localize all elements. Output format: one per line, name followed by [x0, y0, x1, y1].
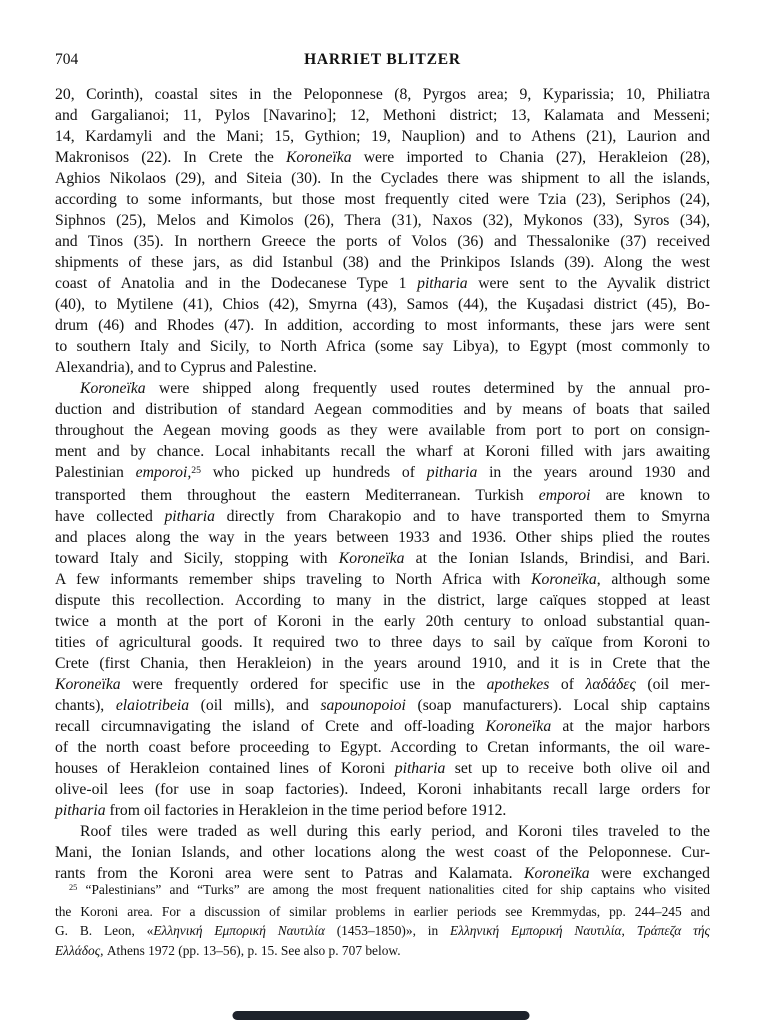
text-segment: Crete (first Chania, then Herakleion) in the years around 1910, and it is in Crete that the — [55, 655, 710, 672]
text-segment: Mani, the Ionian Islands, and other locations along the west coast of the Peloponnese. Cur- — [55, 844, 710, 861]
text-segment: of the north coast before proceeding to Egypt. According to Cretan informants, the oil ware- — [55, 739, 710, 756]
text-line — [55, 294, 710, 315]
text-segment: according to some informants, but those most frequently cited were Tzia (23), Seriphos (24), — [55, 191, 710, 208]
text-segment: Siphnos (25), Melos and Kimolos (26), Thera (31), Naxos (32), Mykonos (33), Syros (34), — [55, 212, 710, 229]
text-segment: Τράπεζα τής — [636, 923, 710, 939]
text-line — [55, 378, 710, 399]
page-header — [55, 51, 710, 69]
text-segment: (40), to Mytilene (41), Chios (42), Smyrna (43), Samos (44), the Kuşadasi district (45), Bo- — [55, 296, 710, 313]
text-segment: the Koroni area. For a discussion of similar problems in earlier periods see Kremmydas, pp. 244–245 and — [55, 903, 710, 919]
text-line — [55, 506, 710, 527]
page-number: 704 — [55, 51, 79, 68]
paragraph — [55, 880, 710, 960]
text-segment: (1453–1850)», in — [324, 923, 451, 939]
text-segment: Koroneïka — [531, 571, 597, 588]
text-line — [55, 611, 710, 632]
text-segment: dispute this recollection. According to many in the district, large caïques stopped at least — [55, 592, 710, 609]
text-line — [55, 252, 710, 273]
text-segment: were imported to Chania (27), Herakleion (28), — [351, 149, 711, 166]
text-line — [55, 653, 710, 674]
text-line — [55, 716, 710, 737]
text-segment: who picked up hundreds of — [200, 464, 427, 481]
text-segment: λαδάδες — [585, 676, 636, 693]
text-line — [55, 758, 710, 779]
footnote-marker: 25 — [69, 883, 78, 893]
text-line — [55, 168, 710, 189]
text-segment: emporoi — [538, 487, 591, 504]
text-segment: (soap manufacturers). Local ship captains — [405, 697, 710, 714]
body-text — [55, 84, 710, 884]
text-segment: at the major harbors — [551, 718, 710, 735]
text-segment: houses of Herakleion contained lines of Koroni — [55, 760, 395, 777]
text-segment: have collected — [55, 508, 165, 525]
text-segment: chants), — [55, 697, 116, 714]
text-segment: and Tinos (35). In northern Greece the ports of Volos (36) and Thessalonike (37) received — [55, 233, 710, 250]
text-segment: olive-oil lees (for use in soap factories). Indeed, Koroni inhabitants recall large orders for — [55, 781, 710, 798]
text-segment: Alexandria), and to Cyprus and Palestine. — [55, 359, 317, 376]
text-line — [55, 189, 710, 210]
text-line — [55, 674, 710, 695]
text-line — [55, 273, 710, 294]
text-segment: Makronisos (22). In Crete the — [55, 149, 286, 166]
text-line — [55, 921, 710, 941]
text-segment: are known to — [590, 487, 711, 504]
text-segment: were exchanged — [589, 865, 710, 882]
text-line — [55, 147, 710, 168]
text-line — [55, 800, 710, 821]
text-segment: and Gargalianoi; 11, Pylos [Navarino]; 12, Methoni district; 13, Kalamata and Messeni; — [55, 107, 710, 124]
text-line — [55, 399, 710, 420]
text-segment: “Palestinians” and “Turks” are among the most frequent nationalities cited for ship captains who visited — [77, 882, 710, 897]
text-segment: throughout the Aegean moving goods as they were available from port to port on consign- — [55, 422, 710, 439]
text-line — [55, 569, 710, 590]
text-segment: in the years around 1930 and — [477, 464, 710, 481]
text-segment: directly from Charakopio and to have transported them to Smyrna — [215, 508, 710, 525]
text-segment: ment and by chance. Local inhabitants recall the wharf at Koroni filled with jars awaiting — [55, 443, 710, 460]
text-segment: Ελληνική Εμπορική Ναυτιλία — [153, 923, 325, 939]
text-segment: G. B. Leon, « — [55, 923, 154, 939]
text-segment: were shipped along frequently used routes determined by the annual pro- — [145, 380, 710, 397]
text-segment: tities of agricultural goods. It required two to three days to sail by caïque from Koroni to — [55, 634, 710, 651]
text-segment: Ελληνική Εμπορική Ναυτιλία — [450, 923, 622, 939]
footnote — [55, 880, 710, 960]
text-line — [55, 336, 710, 357]
text-segment: Koroneïka — [55, 676, 121, 693]
text-segment: set up to receive both olive oil and — [445, 760, 710, 777]
text-line — [55, 485, 710, 506]
text-line — [55, 126, 710, 147]
text-segment: Koroneïka — [338, 550, 405, 567]
text-segment: and places along the way in the years between 1933 and 1936. Other ships plied the routes — [55, 529, 710, 546]
text-segment: apothekes — [486, 676, 550, 693]
text-segment: A few informants remember ships traveling to North Africa with — [55, 571, 532, 588]
text-line — [55, 210, 710, 231]
text-segment: Ελλάδος — [55, 942, 101, 958]
paragraph — [55, 378, 710, 821]
text-segment: pitharia — [55, 802, 106, 819]
text-segment: of — [549, 676, 586, 693]
text-line — [55, 737, 710, 758]
text-line — [55, 315, 710, 336]
text-segment: shipments of these jars, as did Istanbul (38) and the Prinkipos Islands (39). Along the west — [55, 254, 710, 271]
text-segment: rants from the Koroni area were sent to Patras and Kalamata. — [55, 865, 524, 882]
text-segment: Roof tiles were traded as well during this early period, and Koroni tiles traveled to the — [80, 823, 710, 840]
home-indicator[interactable] — [233, 1011, 530, 1020]
text-line — [55, 357, 710, 378]
text-line — [55, 231, 710, 252]
text-line — [55, 902, 710, 922]
text-segment: Koroneïka — [524, 865, 590, 882]
text-segment: recall circumnavigating the island of Crete and off-loading — [55, 718, 486, 735]
text-segment: , — [621, 923, 637, 939]
text-line — [55, 105, 710, 126]
text-line — [55, 527, 710, 548]
text-segment: , Athens 1972 (pp. 13–56), p. 15. See also p. 707 below. — [100, 942, 401, 958]
text-segment: Koroneïka — [285, 149, 352, 166]
text-segment: (oil mills), and — [189, 697, 321, 714]
text-segment: 14, Kardamyli and the Mani; 15, Gythion; 19, Nauplion) and to Athens (21), Laurion and — [55, 128, 710, 145]
text-line — [55, 779, 710, 800]
footnote-marker: 25 — [191, 464, 201, 476]
text-line — [55, 695, 710, 716]
text-segment: at the Ionian Islands, Brindisi, and Bari. — [404, 550, 710, 567]
text-segment: Koroneïka — [80, 380, 146, 397]
text-segment: were frequently ordered for specific use in the — [120, 676, 487, 693]
text-segment: pitharia — [394, 760, 446, 777]
text-line — [55, 941, 710, 961]
paragraph — [55, 84, 710, 378]
text-segment: coast of Anatolia and in the Dodecanese Type 1 — [55, 275, 418, 292]
text-segment: 20, Corinth), coastal sites in the Peloponnese (8, Pyrgos area; 9, Kyparissia; 10, Philiatra — [55, 86, 710, 103]
text-line — [55, 420, 710, 441]
text-segment: to southern Italy and Sicily, to North Africa (some say Libya), to Egypt (most commonly to — [55, 338, 710, 355]
text-line — [55, 880, 710, 902]
text-segment: were sent to the Ayvalik district — [467, 275, 710, 292]
text-segment: elaiotribeia — [115, 697, 190, 714]
text-segment: drum (46) and Rhodes (47). In addition, according to most informants, these jars were sent — [55, 317, 710, 334]
text-line — [55, 632, 710, 653]
text-segment: from oil factories in Herakleion in the time period before 1912. — [105, 802, 507, 819]
text-segment: Koroneïka — [485, 718, 552, 735]
text-segment: toward Italy and Sicily, stopping with — [55, 550, 339, 567]
text-segment: transported them throughout the eastern Mediterranean. Turkish — [55, 487, 539, 504]
text-segment: Palestinian — [55, 464, 136, 481]
paragraph — [55, 821, 710, 884]
text-line — [55, 441, 710, 462]
text-line — [55, 462, 710, 485]
text-segment: pitharia — [417, 275, 468, 292]
text-line — [55, 84, 710, 105]
text-segment: emporoi, — [135, 464, 192, 481]
text-segment: Aghios Nikolaos (29), and Siteia (30). In the Cyclades there was shipment to all the islands, — [55, 170, 710, 187]
text-segment: duction and distribution of standard Aegean commodities and by means of boats that sailed — [55, 401, 710, 418]
text-line — [55, 548, 710, 569]
text-segment: twice a month at the port of Koroni in the early 20th century to onload substantial quan- — [55, 613, 710, 630]
text-segment: pitharia — [426, 464, 478, 481]
text-segment: sapounopoioi — [320, 697, 406, 714]
text-line — [55, 842, 710, 863]
text-segment: , although some — [596, 571, 710, 588]
running-head: HARRIET BLITZER — [304, 51, 461, 68]
text-line — [55, 821, 710, 842]
text-line — [55, 590, 710, 611]
text-segment: pitharia — [164, 508, 215, 525]
text-segment: (oil mer- — [635, 676, 710, 693]
